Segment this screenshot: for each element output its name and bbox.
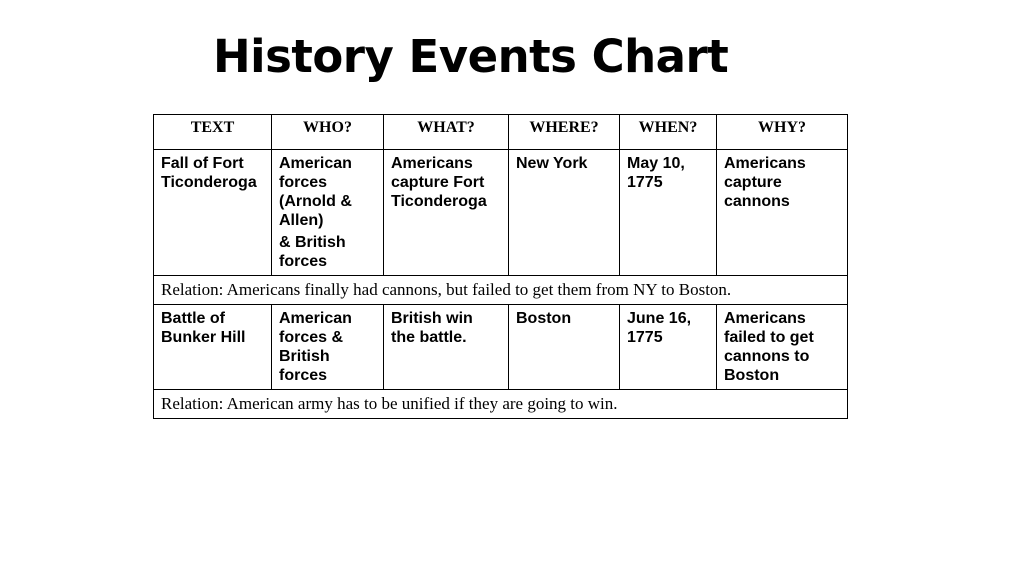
relation-text: Relation: American army has to be unified if they are going to win. [154,390,848,419]
cell-who [272,150,384,276]
cell-who-main: American forces (Arnold & Allen) [279,155,352,229]
cell-when: June 16, 1775 [620,305,717,390]
cell-who-extra: & British forces [279,234,346,270]
page-title: History Events Chart [213,30,729,83]
header-where: WHERE? [509,115,620,150]
relation-row [154,390,848,419]
relation-row [154,276,848,305]
cell-where: Boston [509,305,620,390]
cell-when: May 10, 1775 [620,150,717,276]
cell-why: Americans failed to get cannons to Boston [717,305,848,390]
relation-text: Relation: Americans finally had cannons, but failed to get them from NY to Boston. [154,276,848,305]
cell-who: American forces & British forces [272,305,384,390]
header-what: WHAT? [384,115,509,150]
header-when: WHEN? [620,115,717,150]
table-row [154,150,848,276]
history-events-table [153,114,848,419]
cell-what: Americans capture Fort Ticonderoga [384,150,509,276]
header-text: TEXT [154,115,272,150]
cell-where: New York [509,150,620,276]
cell-text: Fall of Fort Ticonderoga [154,150,272,276]
cell-text: Battle of Bunker Hill [154,305,272,390]
cell-what: British win the battle. [384,305,509,390]
cell-why: Americans capture cannons [717,150,848,276]
header-who: WHO? [272,115,384,150]
table-row [154,305,848,390]
header-why: WHY? [717,115,848,150]
table-header-row [154,115,848,150]
